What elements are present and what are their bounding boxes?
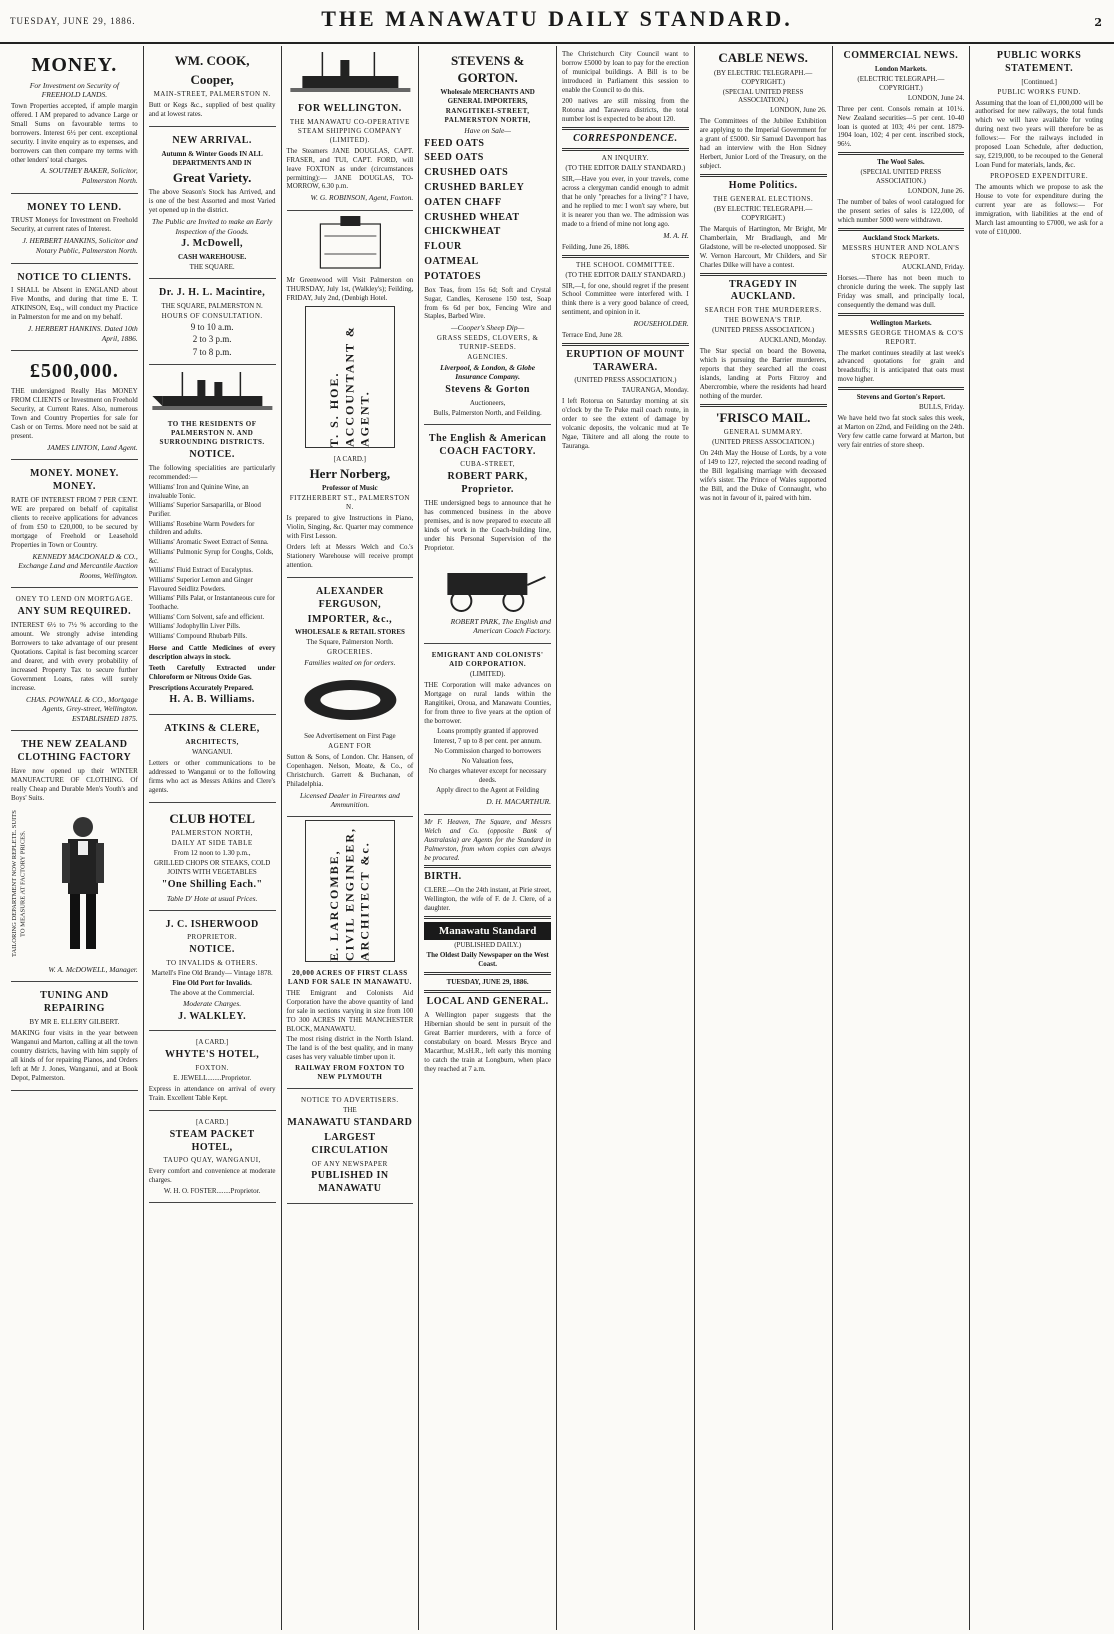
ad-heading: CLUB HOTEL — [169, 810, 255, 826]
hours-row: 2 to 3 p.m. — [192, 334, 232, 345]
ad-signature: J. HERBERT HANKINS, Solicitor and Notary Public, Palmerston North. — [22, 236, 138, 255]
ad-grass: GRASS SEEDS, CLOVERS, & TURNIP-SEEDS. — [436, 334, 539, 351]
ad-circulation: LARGEST CIRCULATION — [311, 1131, 389, 1156]
ad-address: TAUPO QUAY, WANGANUI, — [163, 1156, 261, 1165]
ad-address: MAIN-STREET, PALMERSTON N. — [153, 90, 271, 99]
ad-line: No charges whatever except for necessary deeds. — [428, 767, 547, 785]
elections-heading: THE GENERAL ELECTIONS. — [712, 194, 814, 203]
ad-stevens-gorton — [424, 48, 551, 425]
ad-port-note: The above at the Commercial. — [169, 988, 255, 997]
letter-signature: ROUSEHOLDER. — [633, 319, 689, 329]
list-item: Williams' Compound Rhubarb Pills. — [148, 633, 248, 640]
ad-heading: Herr Norberg, — [309, 465, 391, 481]
ad-published: PUBLISHED IN MANAWATU — [311, 1170, 389, 1195]
newspaper-title: THE MANAWATU DAILY STANDARD. — [321, 6, 793, 31]
ad-herr-norberg — [287, 451, 414, 578]
ad-body: THE undersigned Really Has MONEY FROM CLIENTS or Investment on Freehold Security, at Current Rates. Also, numerous Town and Country Properties for sale for Cash or on Terms. More need not be said at present. — [11, 386, 138, 440]
list-item: POTATOES — [424, 270, 482, 282]
ad-liverpool: Liverpool, & London, & Globe Insurance Company. — [440, 362, 536, 382]
london-markets: London Markets. — [874, 64, 927, 73]
commercial-heading: COMMERCIAL NEWS. — [843, 50, 959, 61]
ad-signature: J. McDowell, — [181, 238, 244, 250]
ad-price: "One Shilling Each." — [161, 879, 263, 891]
ad-address: RANGITIKEI-STREET, PALMERSTON NORTH, — [444, 107, 531, 125]
ad-hours: From 12 noon to 1.30 p.m., — [173, 849, 251, 858]
wool-assoc: (SPECIAL UNITED PRESS ASSOCIATION.) — [860, 168, 942, 186]
ad-club-hotel — [149, 806, 276, 911]
ad-first-page: See Advertisement on First Page — [304, 731, 396, 740]
ad-address: FOXTON. — [195, 1064, 229, 1073]
ad-moderate: Moderate Charges. — [183, 998, 242, 1008]
letter-heading: THE SCHOOL COMMITTEE. — [576, 260, 675, 269]
ad-heading: ATKINS & CLERE, — [164, 723, 260, 735]
birth-heading: BIRTH. — [424, 871, 462, 883]
hours-row: 9 to 10 a.m. — [190, 321, 234, 332]
frisco-heading: 'FRISCO MAIL. — [715, 409, 811, 425]
ad-line: Interest, 7 up to 8 per cent. per annum. — [433, 737, 542, 746]
ad-body: Letters or other communications to be addressed to Wanganui or to the following firms who act as Messrs Atkins and Clere's agents. — [148, 758, 276, 794]
ad-proprietor: W. H. O. FOSTER........Proprietor. — [163, 1187, 261, 1196]
ad-body: Box Teas, from 15s 6d; Soft and Crystal Sugar, Candles, Kerosene 150 test, Soap from 6s 6d per box, Fencing Wire and Staples, Barbed Wire. — [424, 285, 551, 321]
frisco-sub: GENERAL SUMMARY. — [723, 428, 803, 437]
london-by: (ELECTRIC TELEGRAPH.—COPYRIGHT.) — [857, 74, 945, 92]
ad-heading: WM. COOK, — [174, 53, 250, 68]
ad-the: THE — [343, 1106, 357, 1115]
column-2 — [144, 46, 282, 1630]
list-item: FEED OATS — [424, 137, 485, 149]
ad-heading: STEVENS & GORTON. — [450, 53, 525, 85]
ad-proprietor: ROBERT PARK, Proprietor. — [447, 471, 528, 496]
ad-signature: W. G. ROBINSON, Agent, Foxton. — [310, 193, 414, 203]
list-item: Williams' Rosebine Warm Powders for children and adults. — [148, 520, 255, 537]
ad-signature: J. HERBERT HANKINS. Dated 10th April, 1886. — [27, 324, 138, 343]
ad-subheading: WHOLESALE & RETAIL STORES — [294, 628, 405, 637]
ad-money — [11, 48, 138, 194]
ad-heading: EMIGRANT AND COLONISTS' AID CORPORATION. — [431, 650, 544, 668]
ad-williams — [149, 416, 276, 715]
tragedy-place: AUCKLAND, Monday. — [759, 335, 827, 344]
ad-emigrant-corporation — [424, 647, 551, 815]
elections-by: (BY ELECTRIC TELEGRAPH.—COPYRIGHT.) — [714, 204, 813, 222]
ad-heading: FOR WELLINGTON. — [297, 103, 402, 114]
ad-line: Apply direct to the Agent at Feilding — [436, 786, 540, 795]
standard-date: TUESDAY, JUNE 29, 1886. — [446, 978, 529, 987]
ad-address: WANGANUI. — [192, 748, 233, 756]
ad-isherwood — [149, 914, 276, 1032]
ad-signature: H. A. B. Williams. — [169, 694, 255, 706]
ad-heading: ALEXANDER FERGUSON, — [315, 586, 384, 610]
ad-steam-packet-hotel — [149, 1114, 276, 1203]
public-works-heading: PUBLIC WORKS STATEMENT. — [996, 50, 1082, 74]
ad-auction-heading: Stevens & Gorton — [445, 384, 530, 396]
tragedy-sub: SEARCH FOR THE MURDERERS. — [704, 306, 822, 315]
ad-body: Have now opened up their WINTER MANUFACTURE OF CLOTHING. Of really Cheap and Durable Men's Youth's and Boys' Suits. — [11, 767, 138, 802]
hoe-card — [305, 306, 396, 448]
ad-body: I SHALL be Absent in ENGLAND about Five Months, and during that time E. T. ATKINSON, Esq., will conduct my Practice in Palmerston for me and on my behalf. — [11, 286, 138, 322]
ad-body: TRUST Moneys for Investment on Freehold Security, at current rates of Interest. — [11, 216, 138, 234]
ad-notice-to-clients — [11, 267, 138, 352]
wool-body: The number of bales of wool catalogued for the present series of sales is 122,000, of which number 5000 were withdrawn. — [837, 198, 965, 225]
public-works-sub: PUBLIC WORKS FUND. — [997, 87, 1081, 96]
ad-heading: ANY SUM REQUIRED. — [17, 606, 132, 618]
issue-date: TUESDAY, JUNE 29, 1886. — [10, 16, 136, 26]
list-item: Williams' Jodophyllin Liver Pills. — [148, 623, 241, 631]
ad-port: Fine Old Port for Invalids. — [172, 979, 252, 987]
auckland-place: AUCKLAND, Friday. — [901, 262, 965, 271]
list-item: Williams' Pills Palat, or Instantaneous cure for Toothache. — [148, 595, 275, 611]
ad-address: FITZHERBERT ST., PALMERSTON N. — [289, 494, 410, 512]
ad-address: The Square, Palmerston North. — [306, 638, 394, 647]
ad-body: Prescriptions Accurately Prepared. — [148, 683, 254, 692]
ad-body: Every comfort and convenience at moderate charges. — [148, 1167, 276, 1185]
ad-heading: Dr. J. H. L. Macintire, — [159, 287, 266, 299]
letter-body: SIR,—Have you ever, in your travels, come across a clergyman candid enough to admit that he only "preaches for a living"? I have, and he replied to me: I won't say where, but it is nearer you than we. The admission was made to a friend of mine not long ago. — [562, 175, 689, 229]
list-item: CRUSHED BARLEY — [424, 182, 525, 194]
ad-body: THE Emigrant and Colonists Aid Corporation have the above quantity of land for sale in sections varying in size from 100 TO 300 ACRES IN THE MANCHESTER BLOCK, MANAWATU. — [286, 988, 414, 1033]
ad-line: Loans promptly granted if approved — [437, 727, 539, 736]
list-item: Williams' Corn Solvent, safe and efficient. — [148, 613, 265, 621]
ad-line: No Valuation fees, — [461, 757, 514, 766]
ad-subheading: Autumn & Winter Goods IN ALL DEPARTMENTS AND IN — [161, 149, 263, 167]
steamship-illustration — [287, 50, 414, 96]
column-1 — [6, 46, 144, 1630]
wagon-illustration — [424, 555, 551, 615]
ad-subheading: IMPORTER, &c., — [307, 613, 393, 625]
list-item: CHICKWHEAT — [424, 226, 501, 238]
ad-martell: Martell's Fine Old Brandy— Vintage 1878. — [151, 969, 273, 978]
london-place: LONDON, June 24. — [907, 93, 965, 102]
letter-heading: AN INQUIRY. — [601, 154, 650, 163]
wellington-body: The market continues steadily at last week's advanced quotations for grain and breadstuffs; it is anticipated that oats must move higher. — [837, 348, 965, 384]
news-council: The Christchurch City Council want to borrow £5000 by loan to pay for the erection of municipal buildings. A Bill is to be introduced in Parliament this session to enable the Council to do this. — [562, 50, 689, 94]
ad-body: Express in attendance on arrival of every Train. Excellent Table Kept. — [148, 1084, 276, 1102]
ad-body: Butt or Kegs &c., supplied of best quality and at lowest rates. — [148, 101, 276, 119]
auckland-body: Horses.—There has not been much to chronicle during the week. The supply last Friday was small, and principally local, consequently the demand was dull. — [837, 273, 965, 309]
column-3 — [282, 46, 420, 1630]
list-item: Williams' Superior Lemon and Ginger Flavoured Seidlitz Powders. — [148, 576, 253, 593]
greenwood-notice: Mr Greenwood will Visit Palmerston on THURSDAY, July 1st, (Walkley's); Feilding, FRIDAY, July 2nd, (Denbigh Hotel. — [286, 276, 414, 302]
wool-heading: The Wool Sales. — [877, 158, 925, 167]
home-heading: Home Politics. — [728, 180, 798, 192]
list-item: Williams' Aromatic Sweet Extract of Senna. — [148, 539, 269, 547]
ad-body: THE undersigned begs to announce that he has commenced business in the above premises, and is now prepared to execute all kinds of work in the Coach-building line, under his Personal Supervision of the Proprietor. — [424, 498, 551, 552]
list-item: Williams' Fluid Extract of Eucalyptus. — [148, 567, 253, 575]
columns — [6, 46, 1108, 1630]
list-item: Williams' Superior Sarsaparilla, or Blood Purifier. — [148, 502, 261, 519]
letter-to: (TO THE EDITOR DAILY STANDARD.) — [565, 164, 686, 173]
local-body: A Wellington paper suggests that the Hibernian should be sent in pursuit of the Great Barrier murderers, with a force of constabulary on board. Messrs Bryce and Macarthur, M.sH.R., left early this morning to catch the train at Longburn, when place they reached at 7 a.m. — [424, 1010, 551, 1073]
ad-heading: NOTICE TO CLIENTS. — [17, 271, 132, 283]
tragedy-body: The Star special on board the Bowena, which is pursuing the Barrier murderers, reports that they searched all the coast islands, landing at Ports Fitzroy and Abercrombie, where the residents had heard nothing of the murder. — [699, 346, 827, 400]
ad-invite: The Public are Invited to make an Early Inspection of the Goods. — [151, 217, 273, 236]
ad-500000 — [11, 354, 138, 460]
ad-notice: NOTICE. — [189, 449, 235, 461]
ad-card-label: [A CARD.] — [333, 454, 367, 463]
ad-signature: W. A. McDOWELL, Manager. — [48, 964, 138, 974]
auckland-heading: Auckland Stock Markets. — [862, 234, 940, 243]
ad-tuning — [11, 985, 138, 1090]
wellington-report: MESSRS GEORGE THOMAS & CO'S REPORT. — [838, 328, 964, 346]
ad-line: No Commission charged to borrowers — [434, 747, 542, 756]
standard-banner: Manawatu Standard — [424, 922, 551, 940]
standard-published: (PUBLISHED DAILY.) — [454, 941, 522, 950]
ad-card-label: [A CARD.] — [195, 1117, 229, 1126]
ad-heading: STEAM PACKET HOTEL, — [169, 1128, 255, 1153]
column-7 — [833, 46, 971, 1630]
local-heading: LOCAL AND GENERAL. — [426, 996, 549, 1008]
ad-signature: J. WALKLEY. — [178, 1010, 247, 1022]
list-item: Williams' Iron and Quinine Wine, an invaluable Tonic. — [148, 484, 249, 500]
ad-notice: NOTICE. — [189, 944, 235, 956]
cable-place: LONDON, June 26. — [770, 106, 827, 115]
ad-subheading: For Investment on Security of FREEHOLD LANDS. — [29, 80, 119, 100]
ad-address: THE SQUARE, PALMERSTON N. — [161, 301, 263, 310]
cable-by: (BY ELECTRIC TELEGRAPH.—COPYRIGHT.) — [714, 68, 813, 86]
steamship-illustration — [149, 368, 276, 414]
birth-body: CLERE.—On the 24th instant, at Pirie street, Wellington, the wife of F. de J. Clere, of a daughter. — [424, 886, 551, 913]
ad-body: The Steamers JANE DOUGLAS, CAPT. FRASER, and TUI, CAPT. FORD, will leave FOXTON as under (circumstances permitting):— JANE DOUGLAS, TO-MORROW, 6.30 p.m. — [286, 146, 414, 191]
ad-wm-cook — [149, 48, 276, 127]
public-works-continued: [Continued.] — [1021, 77, 1057, 86]
bottle-illustration — [287, 214, 414, 274]
ad-heading: THE NEW ZEALAND CLOTHING FACTORY — [17, 739, 132, 764]
ad-railway: RAILWAY FROM FOXTON TO NEW PLYMOUTH — [295, 1064, 405, 1082]
ad-body: The following specialities are particularly recommended:— — [148, 464, 276, 482]
tragedy-heading: TRAGEDY IN AUCKLAND. — [729, 278, 798, 303]
ad-new-arrival — [149, 130, 276, 279]
ad-body: MAKING four visits in the year between Wanganui and Marton, calling at all the town country districts, having with him supply of all kinds of for repairing Pianos, and Orders left at Mr J. Jones, Wanganui, and at Book Depot, Palmerston. — [11, 1029, 138, 1082]
ad-heading: WHYTE'S HOTEL, — [165, 1049, 260, 1061]
list-item: OATMEAL — [424, 256, 479, 268]
ad-subheading: PALMERSTON NORTH, — [171, 829, 253, 838]
larcombe-card — [305, 820, 396, 962]
list-item: CRUSHED OATS — [424, 167, 509, 179]
ad-heading: NEW ARRIVAL. — [172, 135, 252, 147]
correspondence-heading: CORRESPONDENCE. — [573, 132, 678, 144]
ad-any-sum — [11, 591, 138, 731]
ad-body: Orders left at Messrs Welch and Co.'s Stationery Warehouse will receive prompt attention. — [286, 543, 414, 570]
ad-agent-heading: AGENT FOR — [328, 741, 372, 750]
cable-special: (SPECIAL UNITED PRESS ASSOCIATION.) — [722, 87, 804, 105]
eruption-heading: ERUPTION OF MOUNT TARAWERA. — [566, 348, 685, 373]
london-body: Three per cent. Consols remain at 101¼. New Zealand securities—5 per cent. 10-40 loan is quoted at 103; 4½ per cent. 1879-1904 loan, 102; 4 per cent. inscribed stock, 96½. — [837, 104, 965, 149]
ad-side-text: TAILORING DEPARTMENT NOW REPLETE. SUITS TO MEASURE AT FACTORY PRICES. — [11, 810, 27, 958]
ad-groceries: GROCERIES. — [327, 648, 373, 657]
ad-heading: 20,000 ACRES OF FIRST CLASS LAND FOR SALE IN MANAWATU. — [287, 968, 412, 986]
ad-subheading: Professor of Music — [322, 484, 378, 493]
proposed-heading: PROPOSED EXPENDITURE. — [990, 172, 1089, 181]
ad-body: RATE OF INTEREST FROM 7 PER CENT. WE are prepared on behalf of capitalist clients to receive applications for advances of from £50 to £20,000, to be secured by mortgage of Freehold or Leasehold Properties in Town or Country. — [11, 495, 138, 549]
ad-body: The above Season's Stock has Arrived, and is one of the best Assorted and most Varied yet opened up in the district. — [148, 188, 276, 215]
ad-acres — [287, 965, 414, 1089]
ad-big-text: Great Variety. — [172, 169, 252, 185]
ad-note: Table D' Hote at usual Prices. — [166, 893, 258, 903]
ad-heading: TO THE RESIDENTS OF PALMERSTON N. AND SURROUNDING DISTRICTS. — [159, 420, 265, 447]
ad-menu: GRILLED CHOPS OR STEAKS, COLD JOINTS WITH VEGETABLES — [153, 859, 271, 877]
ad-dr-macintire — [149, 282, 276, 365]
ad-clothing-factory — [11, 734, 138, 982]
ad-auction-address: Bulls, Palmerston North, and Feilding. — [433, 408, 542, 417]
ad-body: Sutton & Sons, of London. Chr. Hansen, of Copenhagen. Nelson, Moate, & Co., of Christchurch. Garrett & Buchanan, of Philadelphia. — [286, 752, 414, 788]
hoe-card-text: T. S. HOE. ACCOUNTANT & AGENT. — [326, 324, 372, 447]
ad-ferguson — [287, 581, 414, 817]
list-item: Williams' Pulmonic Syrup for Coughs, Colds, &c. — [148, 548, 274, 565]
ad-whytes-hotel — [149, 1034, 276, 1111]
ad-coach-factory — [424, 428, 551, 644]
ad-heading: J. C. ISHERWOOD — [165, 918, 259, 930]
news-missing: 200 natives are still missing from the Rotorua and Tarawera districts, the total number lost is expected to be about 120. — [562, 96, 689, 123]
ad-heading: MONEY TO LEND. — [27, 201, 122, 213]
ad-for-wellington — [287, 98, 414, 211]
letter-signature: M. A. H. — [663, 231, 689, 241]
column-8 — [970, 46, 1108, 1630]
ad-money-to-lend — [11, 197, 138, 264]
ad-body: INTEREST 6½ to 7½ % according to the amount. We strongly advise intending Borrowers to take advantage of our present Quotations. Capital is fast becoming scarcer and dearer, and with every probability of increased Property Tax to secure further Government Loans, rates will surely increase. — [11, 621, 138, 692]
ad-signature: D. H. MACARTHUR. — [486, 797, 551, 807]
ad-standard-name: MANAWATU STANDARD — [287, 1117, 413, 1129]
ad-auction-sub: Auctioneers, — [469, 398, 506, 407]
ad-money-money — [11, 463, 138, 588]
ad-agencies: AGENCIES. — [467, 352, 509, 361]
ad-subheading: PROPRIETOR. — [187, 933, 238, 942]
ad-heading: MONEY. — [31, 54, 118, 76]
wool-place: LONDON, June 26. — [907, 187, 965, 196]
ad-heading: £500,000. — [29, 360, 119, 383]
ad-heading: TUNING AND REPAIRING — [40, 990, 109, 1015]
ad-address: THE SQUARE. — [189, 263, 235, 272]
agents-notice: Mr F. Heaven, The Square, and Messrs Welch and Co. (opposite Bank of Australasia) are Agents for the Standard in Palmerston, from whom copies can always be procured. — [424, 817, 551, 862]
stevens-report-heading: Stevens and Gorton's Report. — [856, 393, 946, 402]
page-number: 2 — [1094, 16, 1102, 29]
masthead — [0, 0, 1114, 44]
ad-body: Town Properties accepted, if ample margin offered. I AM prepared to advance Large or Small Sums on favourable terms to borrowers. Interest 6½ per cent. exceptional security. I invite enquiry as to expenses, and borrowers can then compare my terms with other lenders' total charges. — [11, 101, 138, 164]
letter-date: Terrace End, June 28. — [562, 330, 623, 339]
ad-heading: MONEY. MONEY. MONEY. — [29, 468, 119, 493]
ad-heading: NOTICE TO ADVERTISERS. — [301, 1096, 399, 1105]
larcombe-card-text: E. LARCOMBE, CIVIL ENGINEER, ARCHITECT &c. — [326, 826, 372, 961]
hours-label: HOURS OF CONSULTATION. — [161, 311, 263, 320]
ad-subheading: ARCHITECTS, — [185, 738, 239, 747]
ad-kicker: ONEY TO LEND ON MORTGAGE. — [15, 595, 134, 604]
hours-row: 7 to 8 p.m. — [192, 346, 232, 357]
ad-invalids: TO INVALIDS & OTHERS. — [166, 959, 258, 968]
ad-subheading: THE MANAWATU CO-OPERATIVE STEAM SHIPPING COMPANY (LIMITED). — [289, 117, 410, 144]
list-item: CRUSHED WHEAT — [424, 211, 520, 223]
frisco-body: On 24th May the House of Lords, by a vote of 149 to 127, rejected the second reading of the Bill legalising marriage with deceased wife's sister. The Prince of Wales supported the Bill, and the Duke of Connaught, who was not in favour of it, paired with him. — [699, 449, 827, 502]
ad-atkins-clere — [149, 718, 276, 803]
ad-body: The most rising district in the North Island. The land is of the best quality, and in many cases has very valuable timber upon it. — [286, 1035, 414, 1062]
cable-heading: CABLE NEWS. — [718, 50, 808, 65]
ad-table: DAILY AT SIDE TABLE — [171, 839, 253, 848]
eruption-body: I left Rotorua on Saturday morning at six o'clock by the Te Puke mail coach route, in order to see the extent of damage by volcanic deposits, the volcanic mud at Te Ngae, Tikitere and all along the route to Tauranga. — [562, 397, 689, 451]
stevens-body: We have held two fat stock sales this week, at Marton on 22nd, and Feilding on the 24th. Very few cattle came forward at Marton, but very fair entries of store sheep. — [837, 414, 965, 450]
ad-cooper-depot: —Cooper's Sheep Dip— — [450, 323, 525, 333]
column-5 — [557, 46, 695, 1630]
boy-figure-illustration — [48, 809, 118, 959]
public-works-body: Assuming that the loan of £1,000,000 will be authorised for new railways, the total funds which we will have available for voting during next two years will therefore be as follows:— For the railways included in proposed Loan Schedule, after deduction, say, £219,000, to be recouped to the General Loan Fund for materials, lands, &c. — [975, 98, 1103, 170]
tragedy-assoc: (UNITED PRESS ASSOCIATION.) — [712, 326, 815, 335]
eruption-place: TAURANGA, Monday. — [621, 386, 689, 395]
ad-body: Teeth Carefully Extracted under Chloroform or Nitrous Oxide Gas. — [148, 663, 276, 681]
proposed-body: The amounts which we propose to ask the House to vote for expenditure during the current year are as follows:— For immigration, with liabilities at the end of March last amounting to £7000, we ask for a vote of £10,000. — [975, 183, 1103, 236]
ad-licensed: Licensed Dealer in Firearms and Ammunition. — [300, 790, 400, 810]
eruption-assoc: (UNITED PRESS ASSOCIATION.) — [574, 376, 677, 385]
tragedy-sub2: THE BOWENA'S TRIP. — [724, 316, 803, 325]
ad-newspaper: OF ANY NEWSPAPER — [311, 1159, 388, 1168]
standard-oldest: The Oldest Daily Newspaper on the West Coast. — [426, 951, 549, 969]
ad-body: Is prepared to give Instructions in Piano, Violin, Singing, &c. Quarter may commence with First Lesson. — [286, 514, 414, 541]
list-item: OATEN CHAFF — [424, 196, 502, 208]
ad-signature: JAMES LINTON, Land Agent. — [46, 442, 138, 452]
stevens-place: BULLS, Friday. — [919, 403, 965, 412]
letter-date: Feilding, June 26, 1886. — [562, 242, 630, 251]
ad-subheading: CASH WAREHOUSE. — [177, 253, 247, 262]
ad-have-on-sale: Have on Sale— — [464, 126, 511, 136]
column-6 — [695, 46, 833, 1630]
ad-subheading: Cooper, — [190, 71, 234, 87]
ad-signature: KENNEDY MACDONALD & CO., Exchange Land and Mercantile Auction Rooms, Wellington. — [18, 551, 138, 580]
ad-proprietor: E. JEWELL........Proprietor. — [173, 1074, 252, 1082]
ad-body: Horse and Cattle Medicines of every description always in stock. — [148, 643, 276, 661]
ad-heading: The English & American COACH FACTORY. — [428, 432, 547, 457]
ad-signature: ROBERT PARK, The English and American Coach Factory. — [450, 616, 551, 636]
column-4 — [419, 46, 557, 1630]
list-item: FLOUR — [424, 241, 462, 253]
ad-signature: A. SOUTHEY BAKER, Solicitor, Palmerston North. — [40, 166, 138, 186]
elections-body: The Marquis of Hartington, Mr Bright, Mr Chamberlain, Mr Bradlaugh, and Mr Gladstone, will be re-elected unopposed. Sir W. Vernon Harcourt, Mr Childers, and Sir Charles Dilke will have a contest. — [699, 224, 827, 269]
ad-address: CUBA-STREET, — [460, 460, 515, 469]
wellington-heading: Wellington Markets. — [870, 318, 932, 327]
letter-body: SIR,—I, for one, should regret if the present School Committee were interfered with. I think there is a very good balance of creed, sentiment, and opinion in it. — [562, 281, 689, 317]
ad-card-label: [A CARD.] — [195, 1038, 229, 1047]
ad-signature: CHAS. POWNALL & CO., Mortgage Agents, Grey-street, Wellington. ESTABLISHED 1875. — [26, 694, 138, 723]
letter-to: (TO THE EDITOR DAILY STANDARD.) — [565, 270, 686, 279]
ad-note: Families waited on for orders. — [304, 658, 396, 668]
frisco-assoc: (UNITED PRESS ASSOCIATION.) — [712, 438, 815, 447]
ad-body: THE Corporation will make advances on Mortgage on rural lands within the Rangitikei, Oroua, and Manawatu Counties, for from three to five years at the option of the borrower. — [424, 680, 551, 725]
auckland-report: MESSRS HUNTER AND NOLAN'S STOCK REPORT. — [842, 244, 960, 261]
ad-subheading: (LIMITED). — [470, 669, 506, 678]
list-item: SEED OATS — [424, 152, 484, 164]
ad-notice-to-advertisers — [287, 1092, 414, 1204]
anvil-illustration — [287, 670, 414, 730]
cable-body: The Committees of the Jubilee Exhibition are applying to the Imperial Government for a grant of £5000. Sir Samuel Davenport has had an interview with the Hon Sidney Herbert, Junior Lord of the Treasury, on the subject. — [699, 117, 827, 171]
ad-subheading: Wholesale MERCHANTS AND GENERAL IMPORTERS, — [440, 88, 535, 106]
ad-subheading: BY MR E. ELLERY GILBERT. — [29, 1018, 120, 1027]
